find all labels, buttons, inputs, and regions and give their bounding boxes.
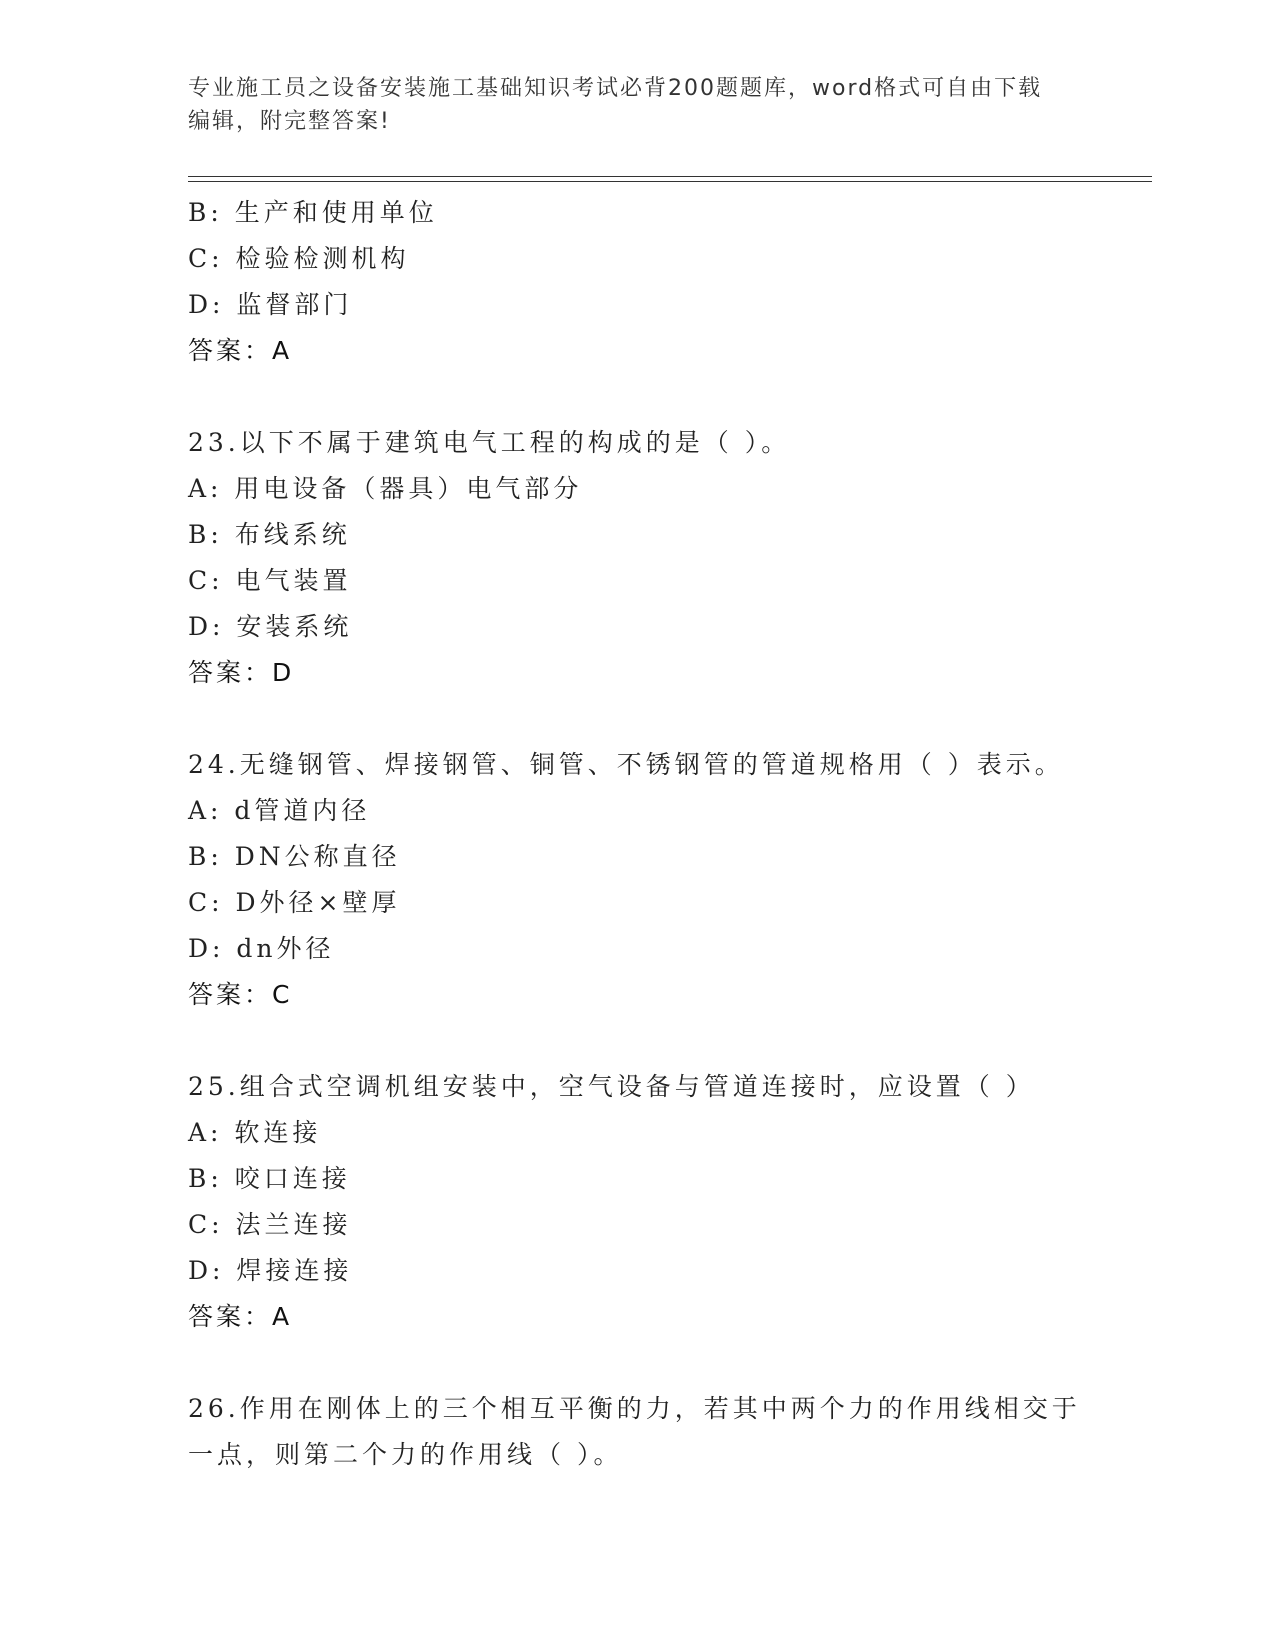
option-b: B: 咬口连接 [188,1164,351,1193]
option-b: B: DN公称直径 [188,842,401,871]
option-d: D: dn外径 [188,934,335,963]
option-a: A: 用电设备（器具）电气部分 [188,474,583,503]
option-c: C: 检验检测机构 [188,244,410,273]
question-23 [188,420,1088,696]
question-text: 24.无缝钢管、焊接钢管、铜管、不锈钢管的管道规格用（ ）表示。 [188,750,1064,779]
header-line-1: 专业施工员之设备安装施工基础知识考试必背200题题库，word格式可自由下载 [188,76,1043,101]
answer: 答案：D [188,658,295,687]
question-26 [188,1386,1088,1478]
option-a: A: 软连接 [188,1118,322,1147]
question-24 [188,742,1088,1018]
spacer [188,696,1088,742]
answer: 答案：A [188,1302,293,1331]
option-c: C: 法兰连接 [188,1210,352,1239]
option-d: D: 焊接连接 [188,1256,353,1285]
option-b: B: 布线系统 [188,520,351,549]
option-d: D: 监督部门 [188,290,353,319]
option-c: C: 电气装置 [188,566,352,595]
header-divider-top [188,176,1152,177]
question-text-line-1: 26.作用在刚体上的三个相互平衡的力，若其中两个力的作用线相交于 [188,1394,1081,1423]
question-22 [188,190,1088,374]
answer: 答案：C [188,980,293,1009]
option-c: C: D外径×壁厚 [188,888,401,917]
question-text-line-2: 一点，则第二个力的作用线（ ）。 [188,1440,623,1469]
question-text: 25.组合式空调机组安装中，空气设备与管道连接时，应设置（ ） [188,1072,1035,1101]
answer: 答案：A [188,336,293,365]
spacer [188,1340,1088,1386]
question-text: 23.以下不属于建筑电气工程的构成的是（ ）。 [188,428,791,457]
option-a: A: d管道内径 [188,796,371,825]
option-b: B: 生产和使用单位 [188,198,438,227]
spacer [188,1018,1088,1064]
header-line-2: 编辑，附完整答案! [188,109,391,134]
spacer [188,374,1088,420]
header-divider-bottom [188,181,1152,182]
question-list [188,190,1088,1478]
option-d: D: 安装系统 [188,612,353,641]
question-25 [188,1064,1088,1340]
document-header [188,72,1088,138]
